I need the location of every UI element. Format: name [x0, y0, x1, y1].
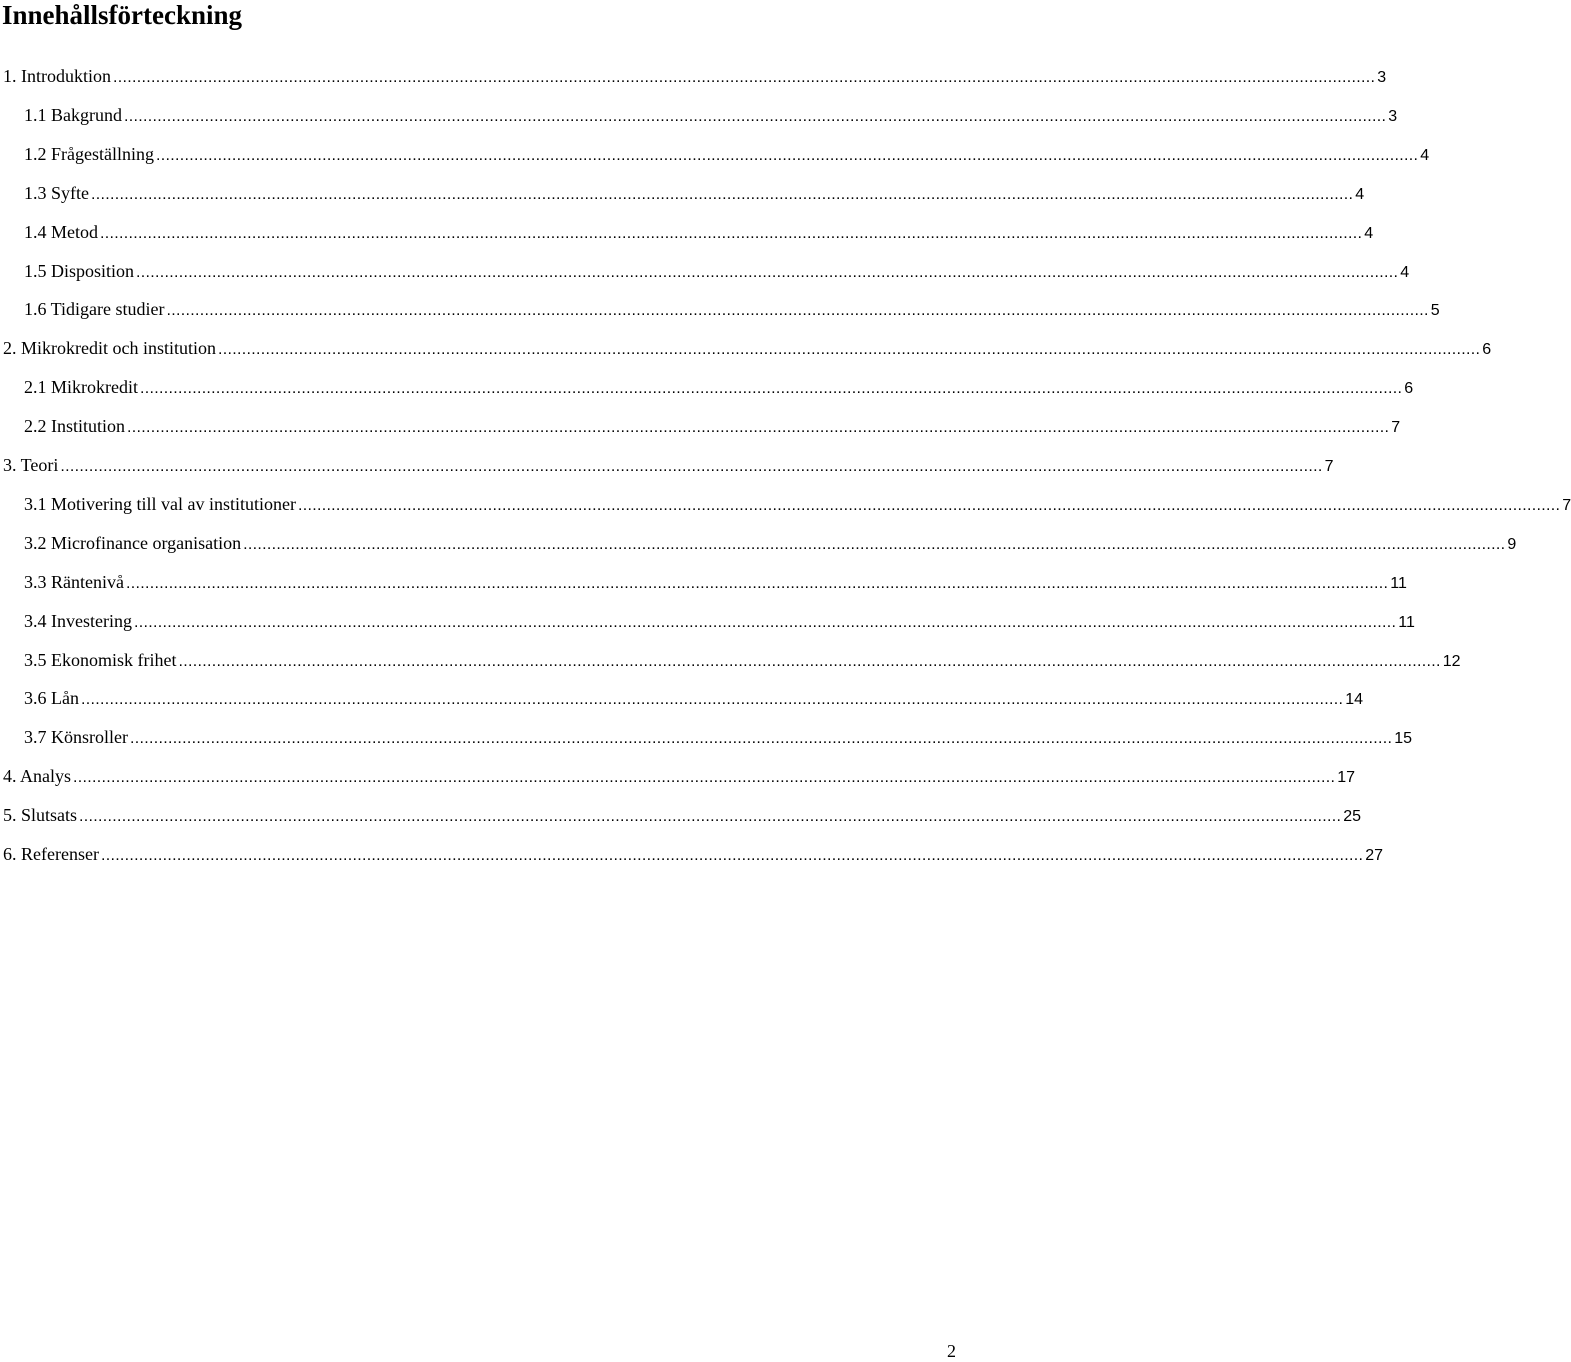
toc-entry-page: 25: [1343, 808, 1362, 825]
toc-entry[interactable]: [24, 297, 1440, 321]
toc-entry-label: 3.6 Lån: [24, 688, 79, 708]
toc-entry-page: 6: [1404, 380, 1414, 397]
toc-entry-page: 3: [1377, 69, 1387, 86]
toc-entry-label: 1.6 Tidigare studier: [24, 299, 165, 319]
toc-dot-leader: ..........................................................................................................................................................................................................................................................................: [129, 730, 1393, 747]
toc-entry-label: 3.3 Räntenivå: [24, 572, 124, 592]
toc-dot-leader: ..........................................................................................................................................................................................................................................................................: [127, 419, 1390, 436]
toc-dot-leader: ..........................................................................................................................................................................................................................................................................: [91, 186, 1354, 203]
toc-dot-leader: ..........................................................................................................................................................................................................................................................................: [297, 497, 1561, 514]
toc-dot-leader: ..........................................................................................................................................................................................................................................................................: [73, 769, 1336, 786]
toc-entry[interactable]: [24, 609, 1415, 633]
toc-entry-page: 12: [1442, 653, 1461, 670]
toc-dot-leader: ..........................................................................................................................................................................................................................................................................: [218, 341, 1481, 358]
toc-dot-leader: ..........................................................................................................................................................................................................................................................................: [166, 302, 1429, 319]
toc-entry-page: 14: [1345, 691, 1364, 708]
toc-entry-page: 11: [1390, 575, 1407, 592]
toc-entry[interactable]: [24, 686, 1364, 710]
toc-entry-page: 7: [1324, 458, 1334, 475]
toc-entry-page: 4: [1400, 264, 1410, 281]
toc-entry[interactable]: [3, 64, 1387, 88]
toc-entry-page: 15: [1394, 730, 1413, 747]
toc-entry-page: 3: [1388, 108, 1398, 125]
toc-dot-leader: ..........................................................................................................................................................................................................................................................................: [136, 264, 1399, 281]
toc-entry-label: 6. Referenser: [3, 844, 99, 864]
toc-dot-leader: ..........................................................................................................................................................................................................................................................................: [124, 108, 1387, 125]
toc-entry-page: 4: [1355, 186, 1365, 203]
toc-entry-label: 3.7 Könsroller: [24, 727, 128, 747]
toc-entry-label: 1.5 Disposition: [24, 261, 135, 281]
toc-entry-page: 17: [1337, 769, 1356, 786]
toc-entry[interactable]: [24, 414, 1401, 438]
toc-entry-label: 1.1 Bakgrund: [24, 105, 122, 125]
toc-entry-label: 4. Analys: [3, 766, 72, 786]
toc-dot-leader: ..........................................................................................................................................................................................................................................................................: [133, 614, 1397, 631]
toc-dot-leader: ..........................................................................................................................................................................................................................................................................: [100, 847, 1364, 864]
toc-dot-leader: ..........................................................................................................................................................................................................................................................................: [140, 380, 1403, 397]
toc-entry[interactable]: [24, 648, 1461, 672]
toc-entry-label: 1.4 Metod: [24, 222, 98, 242]
page-number: 2: [947, 1341, 956, 1361]
toc-dot-leader: ..........................................................................................................................................................................................................................................................................: [178, 653, 1441, 670]
toc-entry-label: 3. Teori: [3, 455, 59, 475]
toc-entry-page: 7: [1562, 497, 1571, 514]
toc-entry-label: 1.3 Syfte: [24, 183, 89, 203]
toc-entry-label: 5. Slutsats: [3, 805, 78, 825]
toc-dot-leader: ..........................................................................................................................................................................................................................................................................: [60, 458, 1323, 475]
toc-entry[interactable]: [24, 259, 1410, 283]
toc-entry-page: 9: [1507, 536, 1517, 553]
toc-entry[interactable]: [24, 725, 1413, 749]
toc-entry-label: 2. Mikrokredit och institution: [3, 338, 216, 358]
toc-dot-leader: ..........................................................................................................................................................................................................................................................................: [113, 69, 1376, 86]
toc-entry-label: 2.2 Institution: [24, 416, 126, 436]
toc-entry-label: 1.2 Frågeställning: [24, 144, 154, 164]
toc-entry[interactable]: [24, 220, 1374, 244]
toc-entry[interactable]: [3, 336, 1492, 360]
toc-entry[interactable]: [24, 375, 1414, 399]
toc-dot-leader: ..........................................................................................................................................................................................................................................................................: [155, 147, 1419, 164]
toc-entry-page: 7: [1391, 419, 1401, 436]
toc-entry[interactable]: [24, 181, 1365, 205]
toc-dot-leader: ..........................................................................................................................................................................................................................................................................: [100, 225, 1363, 242]
toc-entry-label: 1. Introduktion: [3, 66, 111, 86]
toc-entry-page: 11: [1398, 614, 1415, 631]
toc-entry[interactable]: [24, 142, 1430, 166]
toc-entry-label: 3.2 Microfinance organisation: [24, 533, 242, 553]
toc-entry[interactable]: [3, 764, 1356, 788]
toc-entry[interactable]: [3, 453, 1334, 477]
toc-dot-leader: ..........................................................................................................................................................................................................................................................................: [80, 691, 1344, 708]
toc-title: Innehållsförteckning: [2, 0, 243, 30]
toc-entry[interactable]: [24, 570, 1407, 594]
toc-entry-label: 3.4 Investering: [24, 611, 132, 631]
toc-entry[interactable]: [24, 103, 1398, 127]
toc-dot-leader: ..........................................................................................................................................................................................................................................................................: [79, 808, 1342, 825]
toc-entry[interactable]: [3, 803, 1362, 827]
toc-entry-label: 2.1 Mikrokredit: [24, 377, 138, 397]
toc-entry[interactable]: [3, 842, 1383, 866]
toc-dot-leader: ..........................................................................................................................................................................................................................................................................: [243, 536, 1506, 553]
toc-entry-page: 4: [1364, 225, 1374, 242]
toc-dot-leader: ..........................................................................................................................................................................................................................................................................: [125, 575, 1389, 592]
toc-entry[interactable]: [24, 492, 1571, 516]
toc-entry[interactable]: [24, 531, 1517, 555]
toc-entry-label: 3.5 Ekonomisk frihet: [24, 650, 177, 670]
toc-entry-page: 6: [1482, 341, 1492, 358]
toc-entry-page: 27: [1365, 847, 1383, 864]
toc-entry-page: 5: [1430, 302, 1440, 319]
toc-entry-page: 4: [1420, 147, 1430, 164]
toc-entry-label: 3.1 Motivering till val av institutioner: [24, 494, 296, 514]
